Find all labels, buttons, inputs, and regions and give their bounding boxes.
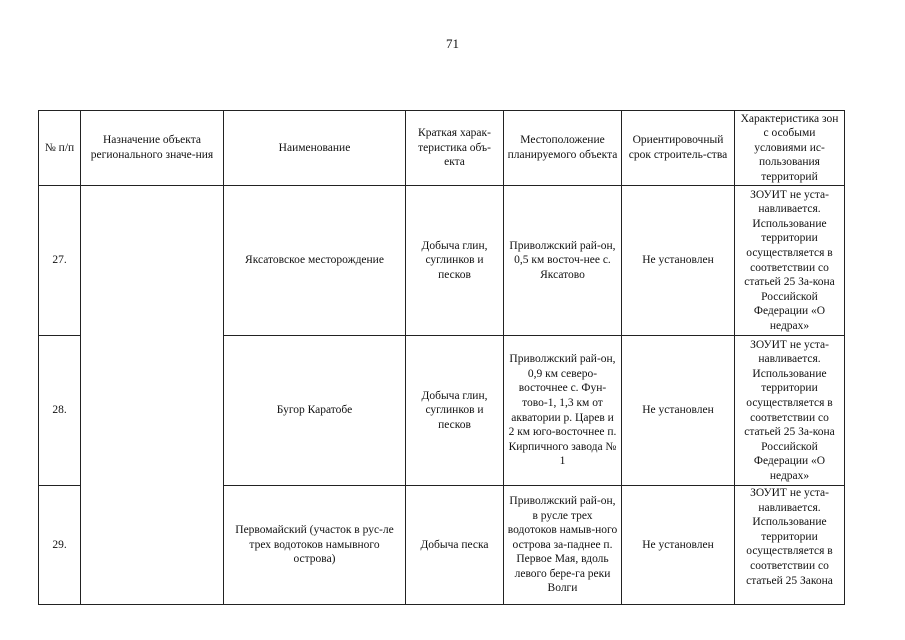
row-number: 27.	[39, 186, 81, 336]
row-purpose	[81, 186, 224, 605]
row-name: Яксатовское месторождение	[224, 186, 406, 336]
row-brief: Добыча песка	[406, 486, 504, 605]
row-name: Бугор Каратобе	[224, 336, 406, 486]
page-number: 71	[446, 36, 459, 51]
row-zones: ЗОУИТ не уста-навливается. Использование территории осуществляется в соответствии со статьей 25 За-кона Российской Федерации «О недрах»	[735, 336, 845, 486]
header-zones: Характеристика зон с особыми условиями ис-пользования территорий	[735, 111, 845, 186]
row-location: Приволжский рай-он, в русле трех водотоков намыв-ного острова за-паднее п. Первое Мая, вдоль левого бере-га реки Волги	[504, 486, 622, 605]
header-brief: Краткая харак-теристика объ-екта	[406, 111, 504, 186]
row-zones: ЗОУИТ не уста-навливается. Использование территории осуществляется в соответствии со статьей 25 Закона	[735, 486, 845, 605]
regional-objects-table	[38, 110, 845, 605]
header-name: Наименование	[224, 111, 406, 186]
row-brief: Добыча глин, суглинков и песков	[406, 336, 504, 486]
row-term: Не установлен	[622, 186, 735, 336]
row-term: Не установлен	[622, 336, 735, 486]
header-number: № п/п	[39, 111, 81, 186]
table-header-row	[39, 111, 845, 186]
row-name: Первомайский (участок в рус-ле трех водотоков намывного острова)	[224, 486, 406, 605]
header-location: Местоположение планируемого объекта	[504, 111, 622, 186]
row-number: 28.	[39, 336, 81, 486]
row-location: Приволжский рай-он, 0,5 км восточ-нее с. Яксатово	[504, 186, 622, 336]
row-term: Не установлен	[622, 486, 735, 605]
row-brief: Добыча глин, суглинков и песков	[406, 186, 504, 336]
header-term: Ориентировочный срок строитель-ства	[622, 111, 735, 186]
row-number: 29.	[39, 486, 81, 605]
table-row	[39, 186, 845, 336]
row-location: Приволжский рай-он, 0,9 км северо-восточнее с. Фун-тово-1, 1,3 км от акватории р. Царев и 2 км юго-восточнее п. Кирпичного завода № 1	[504, 336, 622, 486]
row-zones: ЗОУИТ не уста-навливается. Использование территории осуществляется в соответствии со статьей 25 За-кона Российской Федерации «О недрах»	[735, 186, 845, 336]
header-purpose: Назначение объекта регионального значе-ния	[81, 111, 224, 186]
